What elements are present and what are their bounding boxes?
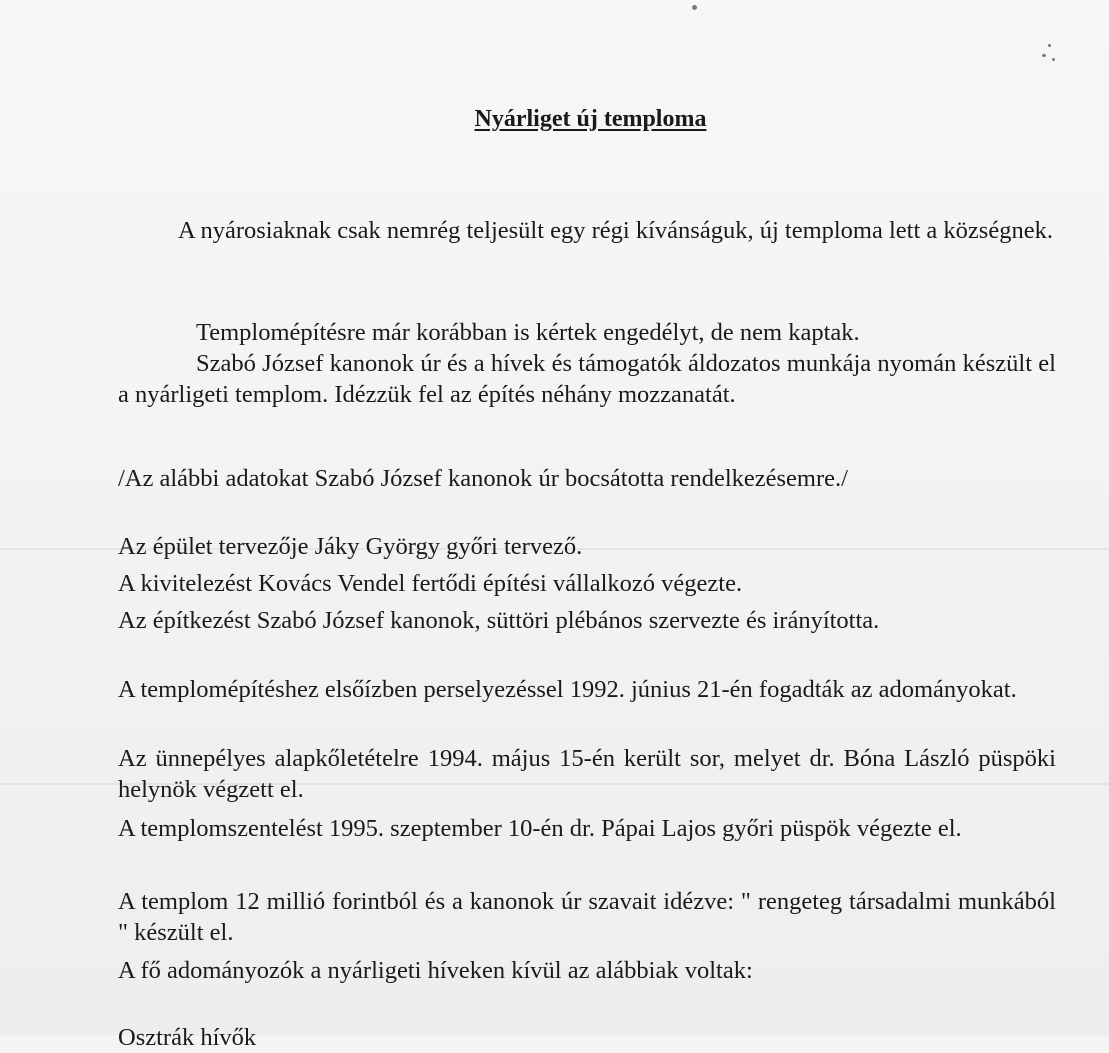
fact-first-donations: A templomépítéshez elsőízben perselyezéssel 1992. június 21-én fogadták az adományokat. <box>118 676 1017 703</box>
source-note: /Az alábbi adatokat Szabó József kanonok úr bocsátotta rendelkezésemre./ <box>118 465 848 492</box>
fact-foundation-stone: Az ünnepélyes alapkőletételre 1994. május 15-én került sor, melyet dr. Bóna László püspöki helynök végzett el. <box>118 745 1056 803</box>
fact-donors-intro: A fő adományozók a nyárligeti híveken kívül az alábbiak voltak: <box>118 957 753 984</box>
fact-cost: A templom 12 millió forintból és a kanonok úr szavait idézve: " rengeteg társadalmi munkából " készült el. <box>118 888 1056 946</box>
scan-speck <box>1048 44 1051 47</box>
work-paragraph: Szabó József kanonok úr és a hívek és támogatók áldozatos munkája nyomán készült el a nyárligeti templom. Idézzük fel az építés néhány mozzanatát. <box>118 350 1056 408</box>
cut-off-line: Osztrák hívők <box>118 1024 257 1051</box>
fact-designer: Az épület tervezője Jáky György győri tervező. <box>118 533 583 560</box>
scan-speck <box>1052 58 1055 61</box>
fact-contractor: A kivitelezést Kovács Vendel fertődi építési vállalkozó végezte. <box>118 570 743 597</box>
document-title: Nyárliget új temploma <box>474 106 707 132</box>
intro-paragraph: A nyárosiaknak csak nemrég teljesült egy régi kívánságuk, új temploma lett a községnek. <box>178 217 1053 244</box>
scan-speck <box>1042 54 1046 57</box>
fact-organizer: Az építkezést Szabó József kanonok, süttöri plébános szervezte és irányította. <box>118 607 880 634</box>
fact-consecration: A templomszentelést 1995. szeptember 10-én dr. Pápai Lajos győri püspök végezte el. <box>118 815 962 842</box>
permit-paragraph: Templomépítésre már korábban is kértek engedélyt, de nem kaptak. <box>196 319 860 346</box>
scan-speck <box>692 5 697 10</box>
